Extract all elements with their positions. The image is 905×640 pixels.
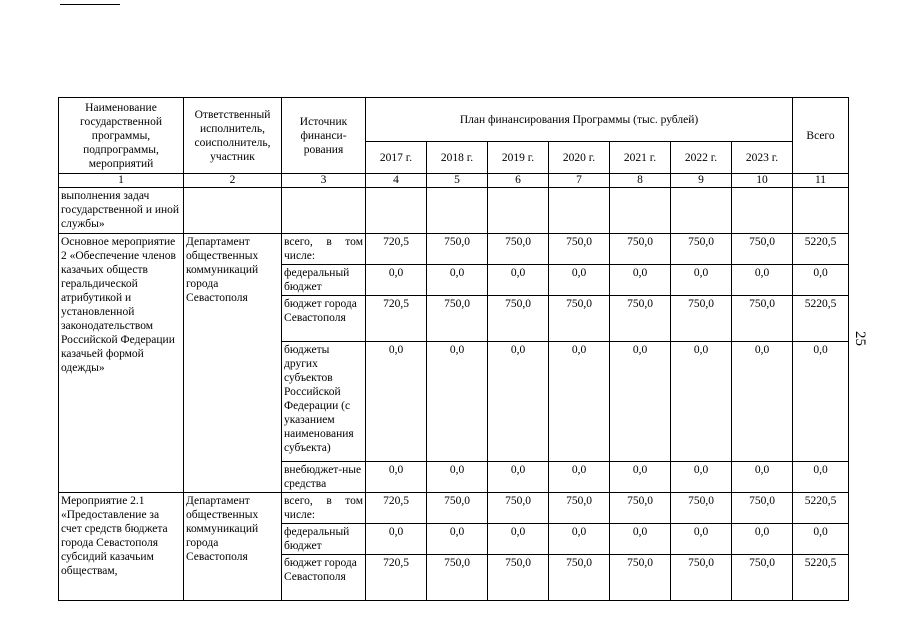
total-cell: 0,0 <box>793 524 849 555</box>
value-cell: 750,0 <box>549 493 610 524</box>
value-cell: 750,0 <box>610 234 671 265</box>
header-year: 2023 г. <box>732 142 793 174</box>
value-cell: 720,5 <box>366 234 427 265</box>
column-number: 10 <box>732 174 793 188</box>
value-cell: 0,0 <box>488 342 549 462</box>
value-cell: 750,0 <box>549 296 610 342</box>
header-source: Источник финанси-рования <box>282 98 366 174</box>
value-cell: 0,0 <box>671 524 732 555</box>
header-executor: Ответственный исполнитель, соисполнитель, участник <box>184 98 282 174</box>
source-cell: бюджет города Севастополя <box>282 296 366 342</box>
value-cell: 0,0 <box>488 462 549 493</box>
column-number: 4 <box>366 174 427 188</box>
value-cell: 0,0 <box>549 265 610 296</box>
value-cell: 750,0 <box>732 234 793 265</box>
total-cell: 0,0 <box>793 342 849 462</box>
total-cell: 0,0 <box>793 462 849 493</box>
value-cell: 0,0 <box>610 462 671 493</box>
value-cell: 750,0 <box>671 493 732 524</box>
value-cell: 750,0 <box>549 555 610 601</box>
value-cell: 750,0 <box>549 234 610 265</box>
value-cell: 720,5 <box>366 296 427 342</box>
total-cell: 5220,5 <box>793 296 849 342</box>
value-cell: 750,0 <box>488 296 549 342</box>
executor-cell: Департамент общественных коммуникаций города Севастополя <box>184 234 282 493</box>
column-number-row <box>59 174 849 188</box>
value-cell: 750,0 <box>671 555 732 601</box>
total-cell: 5220,5 <box>793 555 849 601</box>
value-cell: 0,0 <box>671 462 732 493</box>
continuation-row <box>59 188 849 234</box>
column-number: 7 <box>549 174 610 188</box>
total-cell: 5220,5 <box>793 493 849 524</box>
value-cell: 750,0 <box>610 555 671 601</box>
column-number: 5 <box>427 174 488 188</box>
value-cell: 750,0 <box>427 555 488 601</box>
value-cell: 720,5 <box>366 555 427 601</box>
source-cell: внебюджет-ные средства <box>282 462 366 493</box>
value-cell: 0,0 <box>610 265 671 296</box>
value-cell: 0,0 <box>366 265 427 296</box>
column-number: 2 <box>184 174 282 188</box>
value-cell: 750,0 <box>427 296 488 342</box>
value-cell: 0,0 <box>671 265 732 296</box>
value-cell: 0,0 <box>549 524 610 555</box>
total-cell: 5220,5 <box>793 234 849 265</box>
value-cell: 720,5 <box>366 493 427 524</box>
continuation-name: выполнения задач государственной и иной службы» <box>59 188 184 234</box>
value-cell: 0,0 <box>732 265 793 296</box>
column-number: 6 <box>488 174 549 188</box>
source-cell: всего, в том числе: <box>282 493 366 524</box>
value-cell: 750,0 <box>427 493 488 524</box>
value-cell: 750,0 <box>488 555 549 601</box>
value-cell: 0,0 <box>366 524 427 555</box>
value-cell: 750,0 <box>671 234 732 265</box>
financing-table <box>58 97 849 601</box>
value-cell: 0,0 <box>610 342 671 462</box>
total-cell: 0,0 <box>793 265 849 296</box>
value-cell: 0,0 <box>671 342 732 462</box>
column-number: 1 <box>59 174 184 188</box>
value-cell: 0,0 <box>427 265 488 296</box>
top-rule <box>60 4 120 5</box>
value-cell: 0,0 <box>427 342 488 462</box>
header-year: 2019 г. <box>488 142 549 174</box>
value-cell: 0,0 <box>488 524 549 555</box>
header-row-top <box>59 98 849 142</box>
value-cell: 0,0 <box>732 342 793 462</box>
value-cell: 750,0 <box>488 234 549 265</box>
source-cell: бюджет города Севастополя <box>282 555 366 601</box>
value-cell: 750,0 <box>610 296 671 342</box>
table-row <box>59 493 849 524</box>
value-cell: 0,0 <box>366 462 427 493</box>
value-cell: 750,0 <box>732 493 793 524</box>
value-cell: 750,0 <box>732 555 793 601</box>
value-cell: 0,0 <box>549 462 610 493</box>
header-total: Всего <box>793 98 849 174</box>
value-cell: 0,0 <box>366 342 427 462</box>
header-year: 2017 г. <box>366 142 427 174</box>
value-cell: 750,0 <box>488 493 549 524</box>
value-cell: 750,0 <box>732 296 793 342</box>
header-year: 2018 г. <box>427 142 488 174</box>
source-cell: всего, в том числе: <box>282 234 366 265</box>
column-number: 3 <box>282 174 366 188</box>
header-year: 2022 г. <box>671 142 732 174</box>
value-cell: 0,0 <box>427 524 488 555</box>
source-cell: бюджеты других субъектов Российской Федерации (с указанием наименования субъекта) <box>282 342 366 462</box>
header-year: 2020 г. <box>549 142 610 174</box>
value-cell: 0,0 <box>549 342 610 462</box>
value-cell: 0,0 <box>610 524 671 555</box>
column-number: 8 <box>610 174 671 188</box>
value-cell: 0,0 <box>427 462 488 493</box>
executor-cell: Департамент общественных коммуникаций города Севастополя <box>184 493 282 601</box>
program-name-cell: Основное мероприятие 2 «Обеспечение членов казачьих обществ геральдической атрибутикой и установленной законодательством Российской Федерации казачьей формой одежды» <box>59 234 184 493</box>
program-name-cell: Мероприятие 2.1 «Предоставление за счет средств бюджета города Севастополя субсидий казачьим обществам, <box>59 493 184 601</box>
page-number: 25 <box>852 331 868 346</box>
header-program-name: Наименование государственной программы, подпрограммы, мероприятий <box>59 98 184 174</box>
source-cell: федеральный бюджет <box>282 265 366 296</box>
value-cell: 0,0 <box>488 265 549 296</box>
column-number: 11 <box>793 174 849 188</box>
header-plan: План финансирования Программы (тыс. рублей) <box>366 98 793 142</box>
header-year: 2021 г. <box>610 142 671 174</box>
column-number: 9 <box>671 174 732 188</box>
value-cell: 750,0 <box>427 234 488 265</box>
value-cell: 750,0 <box>671 296 732 342</box>
table-row <box>59 234 849 265</box>
value-cell: 0,0 <box>732 462 793 493</box>
value-cell: 750,0 <box>610 493 671 524</box>
value-cell: 0,0 <box>732 524 793 555</box>
source-cell: федеральный бюджет <box>282 524 366 555</box>
